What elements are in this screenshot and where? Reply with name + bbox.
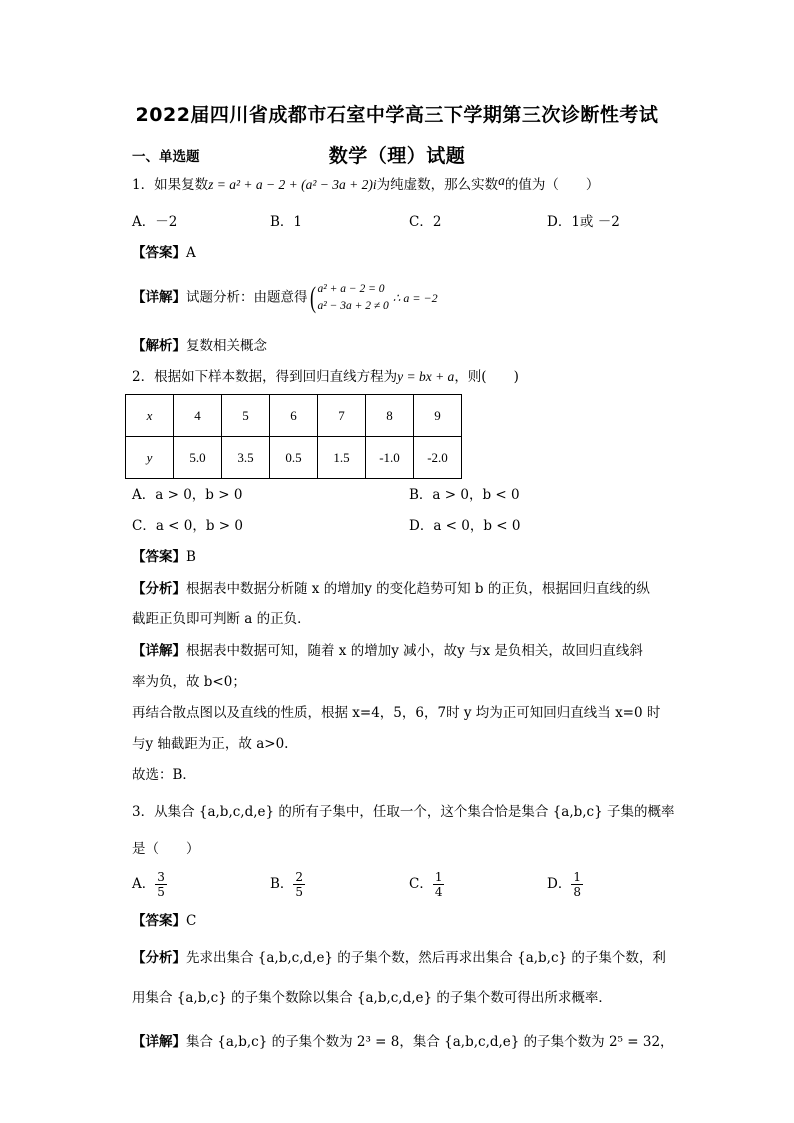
q2-answer <box>132 548 196 566</box>
fraction-denominator: 8 <box>573 885 581 899</box>
q3-answer-tag: 【答案】 <box>132 913 186 929</box>
fraction-denominator: 5 <box>157 885 165 899</box>
q2-stem <box>132 368 519 386</box>
table-row <box>126 437 462 479</box>
table-cell: -1.0 <box>366 437 414 479</box>
q2-option-a: A．a > 0，b > 0 <box>132 487 243 503</box>
q2-option-c: C．a < 0，b > 0 <box>132 518 243 534</box>
q2-analysis-tag: 【分析】 <box>132 581 186 597</box>
q2-detail-line2: 率为负，故 b<0； <box>132 674 246 690</box>
q1-stem-prefix: 1．如果复数 <box>132 177 209 193</box>
table-cell: 5.0 <box>174 437 222 479</box>
fraction-denominator: 4 <box>434 885 443 899</box>
q2-detail-line1 <box>132 642 643 660</box>
q1-detail-result: ∴ a = −2 <box>392 290 438 305</box>
q1-detail-text: 试题分析：由题意得 <box>186 289 308 306</box>
q1-analysis-tag: 【解析】 <box>132 338 186 354</box>
q1-stem-suffix-2: 的值为（ ） <box>504 177 600 193</box>
table-cell: 9 <box>414 395 462 437</box>
q2-analysis-line1 <box>132 580 650 598</box>
q2-option-b: B．a > 0，b < 0 <box>409 487 520 503</box>
q1-option-a: A．－2 <box>132 214 178 230</box>
q2-detail-text-1: 根据表中数据可知，随着 x 的增加y 减小，故y 与x 是负相关，故回归直线斜 <box>186 643 643 659</box>
q2-stem-suffix: ，则( ) <box>454 369 519 385</box>
q1-option-c: C．2 <box>409 214 442 230</box>
table-cell: 3.5 <box>222 437 270 479</box>
q2-answer-value: B <box>186 549 196 565</box>
fraction-numerator: 1 <box>434 870 443 884</box>
q2-answer-tag: 【答案】 <box>132 549 186 565</box>
table-cell: 4 <box>174 395 222 437</box>
q2-sample-data-table <box>125 394 462 479</box>
q3-detail-text-1: 集合 {a,b,c} 的子集个数为 2³ = 8，集合 {a,b,c,d,e} 的子集个数为 2⁵ = 32， <box>186 1034 674 1050</box>
q1-stem-formula: z = a² + a − 2 + (a² − 3a + 2)i <box>208 177 377 192</box>
q3-answer <box>132 912 196 930</box>
fraction-numerator: 3 <box>157 870 165 884</box>
table-cell: 7 <box>318 395 366 437</box>
section-heading: 一、单选题 <box>132 149 200 165</box>
q1-analysis-text: 复数相关概念 <box>186 338 267 354</box>
q3-option-a-label: A． <box>132 876 156 892</box>
q1-answer <box>132 244 196 262</box>
table-cell: 0.5 <box>270 437 318 479</box>
q2-stem-prefix: 2．根据如下样本数据，得到回归直线方程为 <box>132 369 398 385</box>
q3-analysis-tag: 【分析】 <box>132 950 186 966</box>
q1-analysis <box>132 337 267 355</box>
q1-detail <box>132 281 438 315</box>
q3-analysis-line2: 用集合 {a,b,c} 的子集个数除以集合 {a,b,c,d,e} 的子集个数可得出所求概率． <box>132 990 612 1006</box>
q1-equation-system <box>318 281 389 315</box>
q1-stem-suffix-1: 为纯虚数，那么实数 <box>376 177 499 193</box>
fraction-numerator: 2 <box>295 870 304 884</box>
q2-analysis-line2: 截距正负即可判断 a 的正负． <box>132 611 311 627</box>
table-header-y: y <box>126 437 174 479</box>
q2-option-d: D．a < 0，b < 0 <box>409 518 521 534</box>
table-cell: 5 <box>222 395 270 437</box>
q3-option-b <box>270 870 305 899</box>
q2-detail-line4: 与y 轴截距为正，故 a>0. <box>132 736 289 752</box>
q3-option-c-fraction <box>433 870 445 899</box>
q1-answer-tag: 【答案】 <box>132 245 186 261</box>
table-header-x: x <box>126 395 174 437</box>
q1-system-brace: ( <box>309 281 316 314</box>
q2-detail-tag: 【详解】 <box>132 643 186 659</box>
q1-detail-tag: 【详解】 <box>132 289 186 306</box>
q1-option-d: D．1或 －2 <box>547 214 620 230</box>
q2-analysis-text-1: 根据表中数据分析随 x 的增加y 的变化趋势可知 b 的正负，根据回归直线的纵 <box>186 581 650 597</box>
fraction-numerator: 1 <box>573 870 581 884</box>
q3-option-d-fraction <box>571 870 583 899</box>
q3-option-d <box>547 870 583 899</box>
table-row <box>126 395 462 437</box>
q3-option-b-fraction <box>293 870 305 899</box>
q3-stem-line2: 是（ ） <box>132 841 200 857</box>
q1-system-line2: a² − 3a + 2 ≠ 0 <box>317 300 389 312</box>
q1-stem-var: a <box>498 173 505 188</box>
table-cell: 1.5 <box>318 437 366 479</box>
table-cell: -2.0 <box>414 437 462 479</box>
q3-analysis-line1 <box>132 949 666 967</box>
table-cell: 6 <box>270 395 318 437</box>
q3-option-d-label: D． <box>547 876 572 892</box>
q3-detail-tag: 【详解】 <box>132 1034 186 1050</box>
q1-answer-value: A <box>186 245 196 261</box>
q3-analysis-text-1: 先求出集合 {a,b,c,d,e} 的子集个数，然后再求出集合 {a,b,c} 的子集个数，利 <box>186 950 666 966</box>
q2-stem-formula: y = bx + a <box>397 369 455 384</box>
q1-option-b: B．1 <box>270 214 303 230</box>
exam-title-line1: 2022届四川省成都市石室中学高三下学期第三次诊断性考试 <box>135 104 659 126</box>
q2-detail-line3: 再结合散点图以及直线的性质，根据 x=4，5，6，7时 y 均为正可知回归直线当 x=0 时 <box>132 705 661 721</box>
q1-system-line1: a² + a − 2 = 0 <box>317 283 385 295</box>
table-cell: 8 <box>366 395 414 437</box>
q3-answer-value: C <box>186 913 197 929</box>
q1-stem <box>132 173 600 194</box>
q3-option-a-fraction <box>155 870 167 899</box>
exam-title-line2: 数学（理）试题 <box>328 145 466 167</box>
q3-option-c-label: C． <box>409 876 433 892</box>
q3-option-b-label: B． <box>270 876 294 892</box>
q3-detail-line1 <box>132 1033 674 1051</box>
q3-stem-line1: 3．从集合 {a,b,c,d,e} 的所有子集中，任取一个，这个集合恰是集合 {a,b,c} 子集的概率 <box>132 804 675 820</box>
q3-option-a <box>132 870 167 899</box>
q3-option-c <box>409 870 444 899</box>
fraction-denominator: 5 <box>295 885 304 899</box>
q2-conclusion: 故选：B． <box>132 767 196 783</box>
